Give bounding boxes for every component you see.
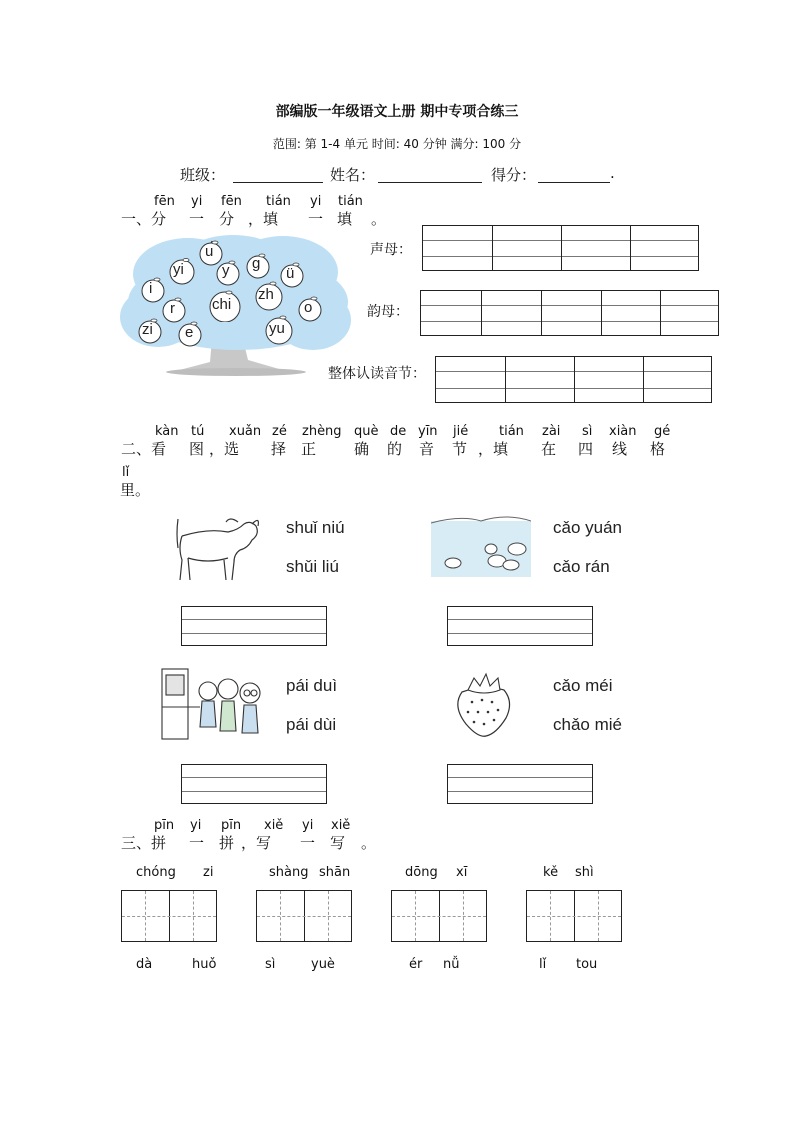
s3-hz: ，写 bbox=[241, 834, 272, 852]
s2-hz: 音 bbox=[419, 440, 435, 458]
apple bbox=[137, 318, 163, 348]
item2-option2[interactable]: cǎo rán bbox=[553, 557, 610, 576]
s2-hz: 择 bbox=[271, 440, 287, 458]
s3-hz: 三、拼 bbox=[121, 834, 167, 852]
s2-hz: ，填 bbox=[478, 440, 509, 458]
s1-hz-0: 一、分 bbox=[121, 210, 167, 228]
word3-writing-grid[interactable] bbox=[391, 890, 487, 942]
apple-syllable: ü bbox=[286, 265, 295, 282]
grassland-picture bbox=[431, 513, 531, 577]
s1-hz-5: 填 bbox=[337, 210, 353, 228]
apple-syllable: chi bbox=[212, 296, 232, 313]
word4-writing-grid[interactable] bbox=[526, 890, 622, 942]
s2-py: xuǎn bbox=[229, 424, 262, 439]
s2-hz: 二、看 bbox=[121, 440, 167, 458]
shengmu-answer-grid[interactable] bbox=[422, 225, 699, 271]
exam-info: 范围: 第 1-4 单元 时间: 40 分钟 满分: 100 分 bbox=[272, 137, 522, 151]
s1-py-0: fēn bbox=[154, 194, 175, 209]
queue-picture bbox=[160, 667, 266, 741]
s1-py-1: yi bbox=[191, 194, 203, 209]
apple-syllable: i bbox=[149, 280, 153, 297]
item4-answer-grid[interactable] bbox=[447, 764, 593, 804]
buffalo-picture bbox=[168, 514, 264, 586]
s2-hz: 图 bbox=[189, 440, 205, 458]
yunmu-answer-grid[interactable] bbox=[420, 290, 719, 336]
s2-py: yīn bbox=[418, 424, 438, 439]
item1-option2[interactable]: shǔi liú bbox=[286, 557, 339, 576]
apple-syllable: yi bbox=[173, 261, 184, 278]
s3-py: xiě bbox=[331, 818, 351, 833]
word6-py-a: sì bbox=[265, 957, 276, 972]
s2-hz: 确 bbox=[354, 440, 370, 458]
s2-hz: 节 bbox=[452, 440, 468, 458]
word1-writing-grid[interactable] bbox=[121, 890, 217, 942]
word5-py-b: huǒ bbox=[192, 957, 217, 972]
item3-option2[interactable]: pái dùi bbox=[286, 715, 337, 734]
name-label: 姓名： bbox=[330, 166, 376, 184]
apple-syllable: yu bbox=[269, 320, 285, 337]
apple-syllable: zi bbox=[142, 321, 153, 338]
word8-py-a: lǐ bbox=[539, 957, 547, 972]
s3-py: pīn bbox=[154, 818, 175, 833]
s2-py: sì bbox=[582, 424, 593, 439]
s3-py: xiě bbox=[264, 818, 284, 833]
apple-syllable: e bbox=[185, 324, 194, 341]
apple bbox=[208, 290, 242, 326]
word4-py-a: kě bbox=[543, 865, 559, 880]
s1-hz-4: 一 bbox=[308, 210, 324, 228]
s2-py: tián bbox=[499, 424, 524, 439]
apple bbox=[215, 260, 241, 290]
item2-option1[interactable]: cǎo yuán bbox=[553, 518, 622, 537]
s2-hz: 在 bbox=[541, 440, 557, 458]
word7-py-b: nǚ bbox=[443, 957, 460, 972]
s2-py: de bbox=[390, 424, 407, 439]
s2-line2-py: lǐ bbox=[122, 465, 130, 480]
item4-option1[interactable]: cǎo méi bbox=[553, 676, 613, 695]
s2-py: zhèng bbox=[302, 424, 342, 439]
word2-py-b: shān bbox=[319, 865, 351, 880]
apple-syllable: o bbox=[304, 299, 313, 316]
class-field[interactable] bbox=[233, 166, 323, 183]
item1-answer-grid[interactable] bbox=[181, 606, 327, 646]
s3-hz: 一 bbox=[189, 834, 205, 852]
score-field[interactable] bbox=[538, 166, 610, 183]
apple-syllable: zh bbox=[258, 286, 274, 303]
s1-hz-2: 分 bbox=[219, 210, 235, 228]
s3-py: yi bbox=[190, 818, 202, 833]
name-field[interactable] bbox=[378, 166, 482, 183]
s2-py: què bbox=[354, 424, 379, 439]
word7-py-a: ér bbox=[409, 957, 423, 972]
word4-py-b: shì bbox=[575, 865, 594, 880]
shengmu-label: 声母： bbox=[370, 242, 412, 258]
s2-py: jié bbox=[453, 424, 469, 439]
s2-hz: 四 bbox=[578, 440, 594, 458]
s3-hz: 。 bbox=[361, 834, 377, 852]
apple-syllable: y bbox=[222, 262, 230, 279]
end-dot: . bbox=[610, 164, 615, 182]
s2-hz: ，选 bbox=[209, 440, 240, 458]
apple-syllable: r bbox=[170, 300, 175, 317]
s1-hz-1: 一 bbox=[189, 210, 205, 228]
apple-syllable: g bbox=[252, 255, 261, 272]
s2-py: zài bbox=[542, 424, 561, 439]
s1-py-4: yi bbox=[310, 194, 322, 209]
word6-py-b: yuè bbox=[311, 957, 335, 972]
s3-hz: 一 bbox=[300, 834, 316, 852]
s2-line2-hz: 里。 bbox=[120, 481, 151, 499]
s3-py: pīn bbox=[221, 818, 242, 833]
apple bbox=[254, 281, 284, 315]
item3-answer-grid[interactable] bbox=[181, 764, 327, 804]
score-label: 得分： bbox=[491, 166, 537, 184]
word2-writing-grid[interactable] bbox=[256, 890, 352, 942]
item2-answer-grid[interactable] bbox=[447, 606, 593, 646]
item1-option1[interactable]: shuǐ niú bbox=[286, 518, 345, 537]
s3-hz: 拼 bbox=[219, 834, 235, 852]
s1-py-5: tián bbox=[338, 194, 363, 209]
apple bbox=[297, 296, 323, 326]
word1-py-b: zi bbox=[203, 865, 214, 880]
word5-py-a: dà bbox=[136, 957, 153, 972]
zhengti-label: 整体认读音节： bbox=[328, 366, 426, 382]
s2-py: zé bbox=[272, 424, 287, 439]
item3-option1[interactable]: pái duì bbox=[286, 676, 338, 695]
apple bbox=[245, 253, 271, 283]
word8-py-b: tou bbox=[576, 957, 598, 972]
s3-py: yi bbox=[302, 818, 314, 833]
word3-py-b: xī bbox=[456, 865, 468, 880]
yunmu-label: 韵母： bbox=[367, 304, 409, 320]
s2-hz: 格 bbox=[650, 440, 666, 458]
s1-hz-6: 。 bbox=[371, 210, 387, 228]
s2-hz: 的 bbox=[387, 440, 403, 458]
class-label: 班级： bbox=[180, 166, 226, 184]
word2-py-a: shàng bbox=[269, 865, 309, 880]
strawberry-picture bbox=[452, 672, 514, 738]
item4-option2[interactable]: chǎo mié bbox=[553, 715, 622, 734]
word3-py-a: dōng bbox=[405, 865, 438, 880]
s2-py: kàn bbox=[155, 424, 179, 439]
apple bbox=[177, 321, 203, 351]
s3-hz: 写 bbox=[330, 834, 346, 852]
s2-hz: 正 bbox=[301, 440, 317, 458]
apple bbox=[168, 257, 196, 289]
s2-py: gé bbox=[654, 424, 671, 439]
s2-py: tú bbox=[191, 424, 205, 439]
apple bbox=[264, 315, 294, 349]
s1-hz-3: ，填 bbox=[248, 210, 279, 228]
zhengti-answer-grid[interactable] bbox=[435, 356, 712, 403]
word1-py-a: chóng bbox=[136, 865, 176, 880]
s2-py: xiàn bbox=[609, 424, 637, 439]
s2-hz: 线 bbox=[612, 440, 628, 458]
page-title: 部编版一年级语文上册 期中专项合练三 bbox=[275, 104, 519, 120]
s1-py-2: fēn bbox=[221, 194, 242, 209]
s1-py-3: tián bbox=[266, 194, 291, 209]
apple-syllable: u bbox=[205, 243, 214, 260]
